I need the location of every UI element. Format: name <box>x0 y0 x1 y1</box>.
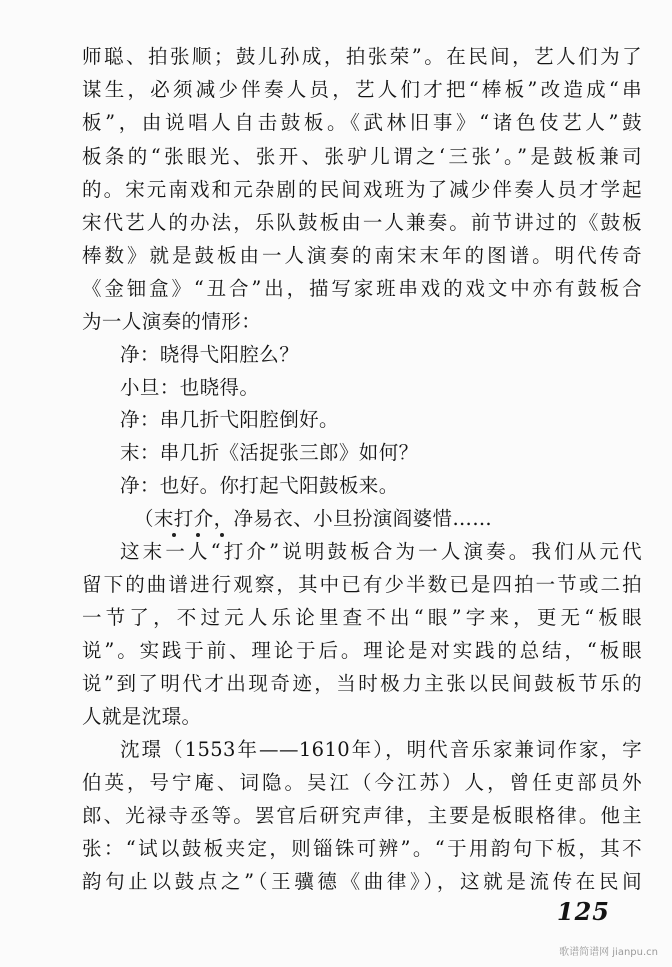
text-line: 一节了，不过元人乐论里查不出“眼”字来，更无“板眼 <box>82 606 642 629</box>
text-line: 板”，由说唱人自击鼓板。《武林旧事》“诸色伎艺人”鼓 <box>82 111 642 134</box>
dialogue-line: 净：串几折弋阳腔倒好。 <box>120 408 339 431</box>
text-line: 沈璟（1553年——1610年），明代音乐家兼词作家，字 <box>120 738 642 761</box>
emphasis-dot <box>220 533 224 537</box>
dialogue-line: （末打介，净易衣、小旦扮演阎婆惜…… <box>134 507 493 530</box>
text-line: 伯英，号宁庵、词隐。吴江（今江苏）人，曾任吏部员外 <box>82 771 642 794</box>
dialogue-line: 净：也好。你打起弋阳鼓板来。 <box>120 474 399 497</box>
text-line: 说”到了明代才出现奇迹，当时极力主张以民间鼓板节乐的 <box>82 672 642 695</box>
text-line: 这末一人“打介”说明鼓板合为一人演奏。我们从元代 <box>120 540 642 563</box>
text-line: 宋代艺人的办法，乐队鼓板由一人兼奏。前节讲过的《鼓板 <box>82 211 642 234</box>
text-line: 说”。实践于前、理论于后。理论是对实践的总结，“板眼 <box>82 639 642 662</box>
text-line: 《金钿盒》“丑合”出，描写家班串戏的戏文中亦有鼓板合 <box>82 277 642 300</box>
text-line: 的。宋元南戏和元杂剧的民间戏班为了减少伴奏人员才学起 <box>82 178 642 201</box>
emphasis-dot <box>172 533 176 537</box>
dialogue-line: 小旦：也晓得。 <box>120 376 260 399</box>
text-line: 板条的“张眼光、张开、张驴儿谓之‘三张’。”是鼓板兼司 <box>82 145 642 168</box>
text-line: 韵句止以鼓点之”（王骥德《曲律》），这就是流传在民间 <box>82 870 642 893</box>
text-line: 为一人演奏的情形： <box>82 310 262 333</box>
emphasis-dot <box>196 533 200 537</box>
page-number: 125 <box>556 897 610 926</box>
text-line: 人就是沈璟。 <box>82 705 202 728</box>
text-line: 棒数》就是鼓板由一人演奏的南宋末年的图谱。明代传奇 <box>82 244 642 267</box>
text-line: 留下的曲谱进行观察，其中已有少半数已是四拍一节或二拍 <box>82 573 642 596</box>
text-line: 谋生，必须减少伴奏人员，艺人们才把“棒板”改造成“串 <box>82 78 642 101</box>
text-line: 郎、光禄寺丞等。罢官后研究声律，主要是板眼格律。他主 <box>82 804 642 827</box>
dialogue-line: 末：串几折《活捉张三郎》如何？ <box>120 441 419 464</box>
dialogue-line: 净：晓得弋阳腔么？ <box>120 343 300 366</box>
watermark: 歌谱简谱网 jianpu.cn <box>559 947 658 958</box>
text-line: 张：“试以鼓板夹定，则锱铢可辨”。“于用韵句下板，其不 <box>82 837 642 860</box>
text-line: 师聪、拍张顺；鼓儿孙成，拍张荣”。在民间，艺人们为了 <box>82 45 642 68</box>
